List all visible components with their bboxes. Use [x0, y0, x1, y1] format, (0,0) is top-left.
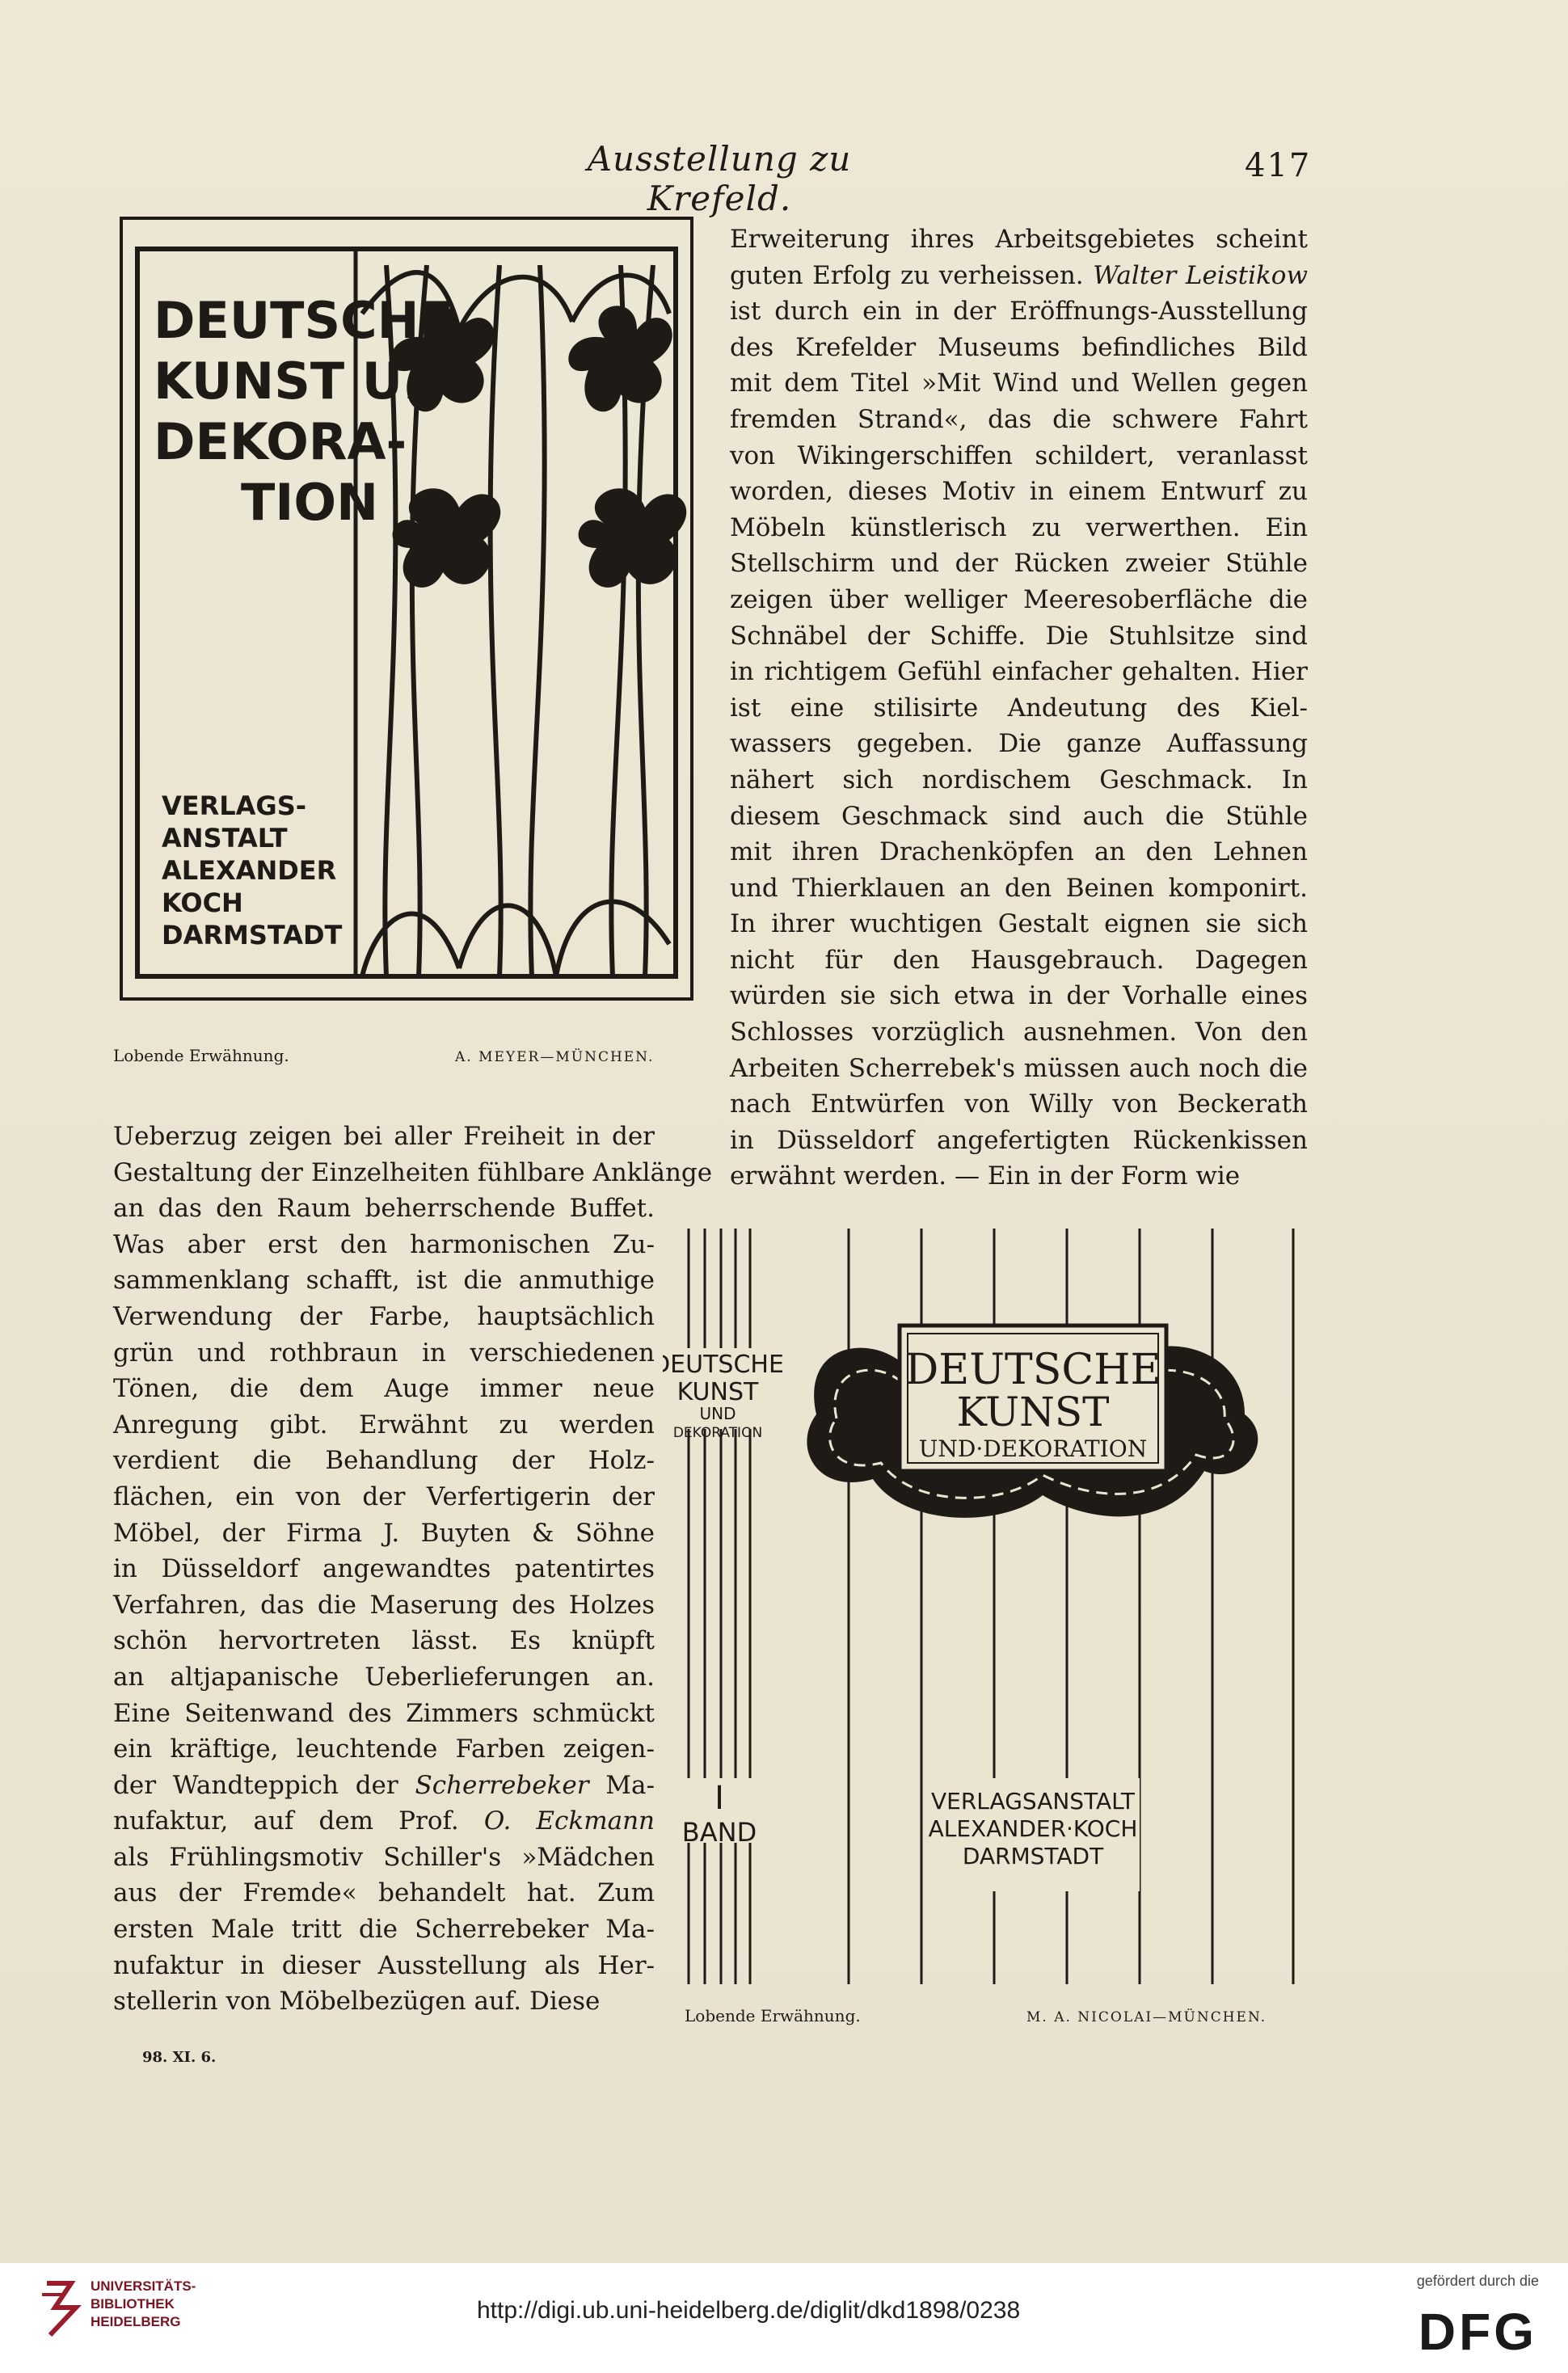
running-title: Ausstellung zu Krefeld. — [587, 139, 852, 218]
text-line: ersten Male tritt die Scherrebeker Ma- — [113, 1915, 655, 1945]
right-column-text — [730, 221, 1308, 1195]
text-line: grün und rothbraun in verschiedenen — [113, 1338, 655, 1368]
left-column-text — [113, 1119, 713, 2020]
poster-title-line-2: KUNST U. — [154, 352, 422, 411]
text-line: wassers gegeben. Die ganze Auffassung — [730, 729, 1308, 759]
text-line: worden, dieses Motiv in einem Entwurf zu — [730, 477, 1308, 507]
text-line: Anregung gibt. Erwähnt zu werden — [113, 1410, 655, 1439]
text-line: an altjapanische Ueberlieferungen an. — [113, 1662, 655, 1692]
text-line: Stellschirm und der Rücken zweier Stühle — [730, 549, 1308, 579]
cover-publisher-line-3: DARMSTADT — [962, 1843, 1104, 1869]
cover-title: DEUTSCHE — [904, 1346, 1161, 1394]
text-line: erwähnt werden. — Ein in der Form wie — [730, 1161, 1241, 1191]
text-line: Verwendung der Farbe, hauptsächlich — [113, 1301, 655, 1331]
text-line: Erweiterung ihres Arbeitsgebietes scheint — [730, 225, 1308, 254]
spine-volume-number: I — [714, 1780, 724, 1817]
poster-publisher-line-5: DARMSTADT — [162, 920, 343, 950]
text-line: sammenklang schafft, ist die anmuthige — [113, 1266, 655, 1296]
dfg-logo: DFG — [1418, 2303, 1537, 2361]
text-line: Möbeln künstlerisch zu verwerthen. Ein — [730, 512, 1308, 542]
text-line: der Wandteppich der Scherrebeker Ma- — [113, 1770, 655, 1800]
library-name-line-3: HEIDELBERG — [91, 2314, 181, 2329]
cover-subtitle: KUNST — [956, 1389, 1110, 1435]
poster-figure — [120, 217, 693, 1001]
text-line: als Frühlingsmotiv Schiller's »Mädchen — [113, 1842, 655, 1872]
spine-title-line-1: DEUTSCHE — [663, 1351, 784, 1379]
spine-volume-label: BAND — [681, 1817, 757, 1848]
library-logo-icon — [39, 2275, 84, 2343]
text-line: Arbeiten Scherrebek's müssen auch noch die — [730, 1053, 1308, 1083]
text-line: nufaktur, auf dem Prof. O. Eckmann — [113, 1806, 655, 1836]
figure1-caption-left: Lobende Erwähnung. — [113, 1046, 289, 1065]
text-line: des Krefelder Museums befindliches Bild — [730, 332, 1308, 362]
text-line: in Düsseldorf angewandtes patentirtes — [113, 1554, 655, 1584]
text-line: nicht für den Hausgebrauch. Dagegen — [730, 945, 1308, 975]
spine-title-line-2: KUNST — [677, 1378, 759, 1406]
library-name-line-1: UNIVERSITÄTS- — [91, 2278, 196, 2294]
book-cover-figure — [663, 1229, 1309, 1988]
permalink-url[interactable]: http://digi.ub.uni-heidelberg.de/diglit/dkd1898/0238 — [477, 2297, 1021, 2324]
text-line: fremden Strand«, das die schwere Fahrt — [730, 404, 1308, 434]
text-line: Ueberzug zeigen bei aller Freiheit in der — [113, 1122, 655, 1151]
iris-poster-illustration — [120, 217, 693, 1001]
text-line: schön hervortreten lässt. Es knüpft — [113, 1626, 655, 1656]
spine-title-line-4: DEKORATION — [672, 1425, 763, 1441]
poster-title-line-3: DEKORA- — [154, 412, 407, 471]
poster-title-lettering — [154, 291, 453, 532]
poster-publisher-lettering — [162, 790, 343, 950]
figure2-caption-left: Lobende Erwähnung. — [685, 2006, 861, 2025]
text-line: Schlosses vorzüglich ausnehmen. Von den — [730, 1018, 1308, 1047]
text-line: nach Entwürfen von Willy von Beckerath — [730, 1090, 1308, 1119]
text-line: aus der Fremde« behandelt hat. Zum — [113, 1878, 655, 1908]
cover-publisher-line-2: ALEXANDER·KOCH — [928, 1815, 1138, 1842]
text-line: Tönen, die dem Auge immer neue — [113, 1374, 655, 1404]
text-line: würden sie sich etwa in der Vorhalle eines — [730, 981, 1308, 1011]
library-name-line-2: BIBLIOTHEK — [91, 2296, 175, 2312]
text-line: In ihrer wuchtigen Gestalt eignen sie sich — [730, 909, 1308, 939]
poster-publisher-line-2: ANSTALT — [162, 823, 288, 854]
text-line: zeigen über welliger Meeresoberfläche die — [730, 584, 1308, 614]
text-line: in Düsseldorf angefertigten Rückenkissen — [730, 1125, 1308, 1155]
figure2-caption-right: M. A. NICOLAI—MÜNCHEN. — [1026, 2009, 1267, 2025]
text-line: Gestaltung der Einzelheiten fühlbare Anklänge — [113, 1157, 713, 1187]
cover-line3: UND·DEKORATION — [918, 1435, 1148, 1462]
text-line: ist durch ein in der Eröffnungs-Ausstellung — [730, 297, 1308, 327]
printer-signature: 98. XI. 6. — [142, 2049, 217, 2066]
page-number: 417 — [1245, 147, 1312, 184]
text-line: Verfahren, das die Maserung des Holzes — [113, 1590, 655, 1620]
text-line: verdient die Behandlung der Holz- — [113, 1446, 655, 1476]
poster-title-line-4: TION — [241, 473, 378, 532]
text-line: Was aber erst den harmonischen Zu- — [113, 1229, 655, 1259]
poster-publisher-line-1: VERLAGS- — [162, 790, 307, 821]
text-line: diesem Geschmack sind auch die Stühle — [730, 801, 1308, 831]
text-line: stellerin von Möbelbezügen auf. Diese — [113, 1987, 601, 2017]
text-line: Eine Seitenwand des Zimmers schmückt — [113, 1698, 655, 1728]
text-line: Möbel, der Firma J. Buyten & Söhne — [113, 1518, 655, 1548]
sponsor-label: gefördert durch die — [1416, 2273, 1539, 2289]
poster-publisher-line-4: KOCH — [162, 887, 243, 918]
text-line: guten Erfolg zu verheissen. Walter Leistikow — [730, 260, 1309, 290]
spine-title-line-3: UND — [699, 1404, 736, 1423]
text-line: und Thierklauen an den Beinen komponirt. — [730, 873, 1308, 903]
text-line: nähert sich nordischem Geschmack. In — [730, 765, 1308, 795]
text-line: flächen, ein von der Verfertigerin der — [113, 1482, 655, 1511]
figure1-caption-right: A. MEYER—MÜNCHEN. — [455, 1049, 655, 1065]
text-line: Schnäbel der Schiffe. Die Stuhlsitze sind — [730, 621, 1308, 651]
poster-publisher-line-3: ALEXANDER — [162, 855, 337, 886]
poster-title-line-1: DEUTSCHE — [154, 291, 453, 350]
cover-publisher-line-1: VERLAGSANSTALT — [931, 1788, 1135, 1815]
text-line: in richtigem Gefühl einfacher gehalten. Hier — [730, 657, 1308, 687]
text-line: mit dem Titel »Mit Wind und Wellen gegen — [730, 369, 1308, 398]
text-line: an das den Raum beherrschende Buffet. — [113, 1194, 655, 1224]
text-line: ein kräftige, leuchtende Farben zeigen- — [113, 1734, 655, 1764]
library-name — [91, 2278, 196, 2331]
text-line: nufaktur in dieser Ausstellung als Her- — [113, 1950, 655, 1980]
book-cover-illustration — [663, 1229, 1309, 1988]
text-line: von Wikingerschiffen schildert, veranlasst — [730, 440, 1308, 470]
text-line: ist eine stilisirte Andeutung des Kiel- — [730, 693, 1308, 723]
text-line: mit ihren Drachenköpfen an den Lehnen — [730, 837, 1308, 867]
